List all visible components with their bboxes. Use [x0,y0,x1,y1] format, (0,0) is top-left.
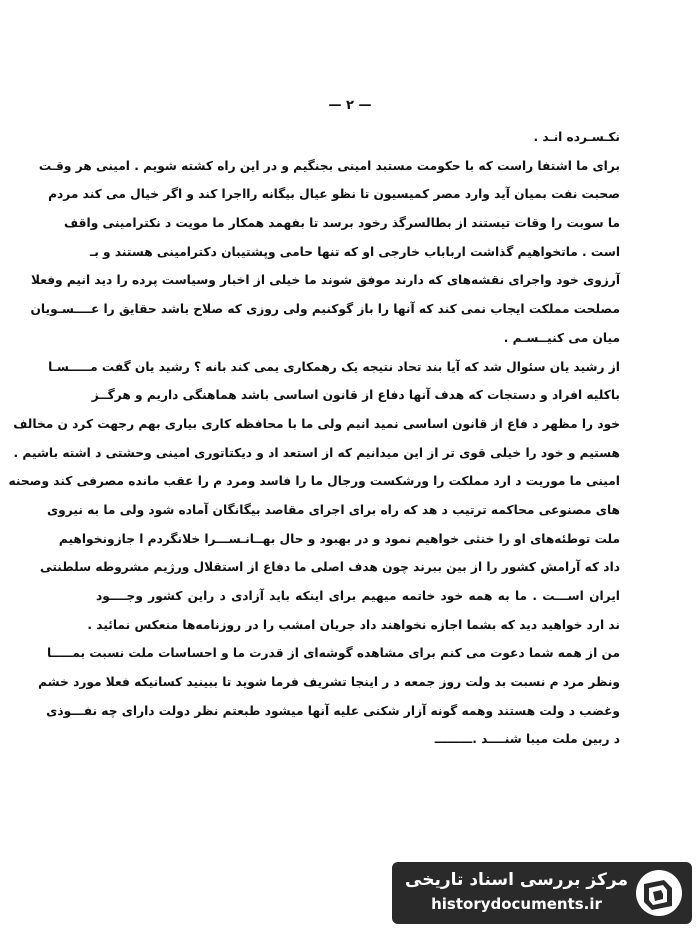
text-line: میان می کنیــسـم . [503,330,620,345]
text-line: داد که آرامش کشور را از بین ببرند چون هدف اصلی ما دفاع از استقلال ورژیم مشروطه سلطنتی [40,560,620,575]
text-line: نکـسـرده انـد . [533,130,620,144]
text-line: خود را مظهر د فاع از قانون اساسی نمید انیم ولی ما با محافظه کاری بیاری بهم رجهت کرد ن مخالف [13,416,620,431]
text-line: امینی ما موریت د ارد مملکت را ورشکست ورجال ما را فاسد ومرد م را عقب مانده مصرفی کند وصحنه [8,474,620,489]
watermark-url: historydocuments.ir [431,895,602,913]
text-line: باکلیه افراد و دستجات که هدف آنها دفاع از قانون اساسی باشد هماهنگی داریم و هرگــز [91,388,620,403]
text-line: ایران اســـت . ما به همه خود خاتمه میهیم برای اینکه باید آزادی د راین کشور وجــــود [96,589,620,603]
text-line: ونظر مرد م نسبت بد ولت روز جمعه د ر اینجا تشریف فرما شوید تا ببینید کسانیکه فعلا مورد خشم [38,675,620,690]
watermark-title: مرکز بررسی اسناد تاریخی [405,870,628,890]
text-line: ملت توطئه‌های او را خنثی خواهیم نمود و در بهبود و حال بهــانـســـرا خلانگردم ا جازونخواهیم [58,531,620,546]
text-line: برای ما اشتفا راست که با حکومت مستبد امینی بجنگیم و در این راه کشته شویم . امینی هر وقـت [38,158,620,173]
text-line: است . ماتخواهیم گذاشت ارباباب خارجی او که تنها حامی وپشتیبان دکترامینی هستند و بـ [90,244,620,259]
text-line: ما سوبت را وقات تیستند از بطالسرگذ رخود برسد تا بفهمد همکار ما مویت د نکترامینی واقف [64,216,620,231]
archive-logo-icon [634,868,684,918]
text-line: مصلحت مملکت ایجاب نمی کند که آنها را باز گوکنیم ولی روزی که صلاح باشد حقایق را عــــسـویان [30,302,620,317]
text-line: ند ارد خواهید دید که بشما اجازه نخواهند داد جریان امشب را در روزنامه‌ها منعکس نمائید . [87,617,620,632]
document-body [8,123,620,754]
text-line: آرزوی خود واجرای نقشه‌های که دارند موفق شوند ما خیلی از اخبار وسیاست پرده را دید انیم وفعلا [30,273,620,288]
text-line: هستیم و خود را خیلی قوی تر از این میدانیم که از استعد اد و دیکتاتوری امینی وحشتی د اشته باشیم . [13,445,620,460]
page-number: — ۲ — [328,98,372,113]
text-line: وغضب د ولت هستند وهمه گونه آزار شکنی علیه آنها میشود طبعتم نظر دولت دارای چه نفـــوذی [46,703,620,718]
watermark [392,862,692,924]
text-line: من از همه شما دعوت می کنم برای مشاهده گوشه‌ای از قدرت ما و احساسات ملت نسبت بمـــــا [46,646,620,661]
text-line: د ربین ملت میبا شنــــد .ـــــــــ [434,732,620,747]
text-line: از رشید یان سئوال شد که آیا بند تحاد نتیجه یک رهمکاری یمی کند بانه ؟ رشید یان گفت مـــــسـا [48,359,620,374]
text-line: های مصنوعی محاکمه ترتیب د هد که راه برای اجرای مقاصد بیگانگان آماده شود ولی ما به نیروی [47,502,620,517]
text-line: صحبت نفت بمیان آید وارد مصر کمیسیون تا نظو عیال بیگانه رااجرا کند و اگر خیال می کند مردم [48,187,620,202]
